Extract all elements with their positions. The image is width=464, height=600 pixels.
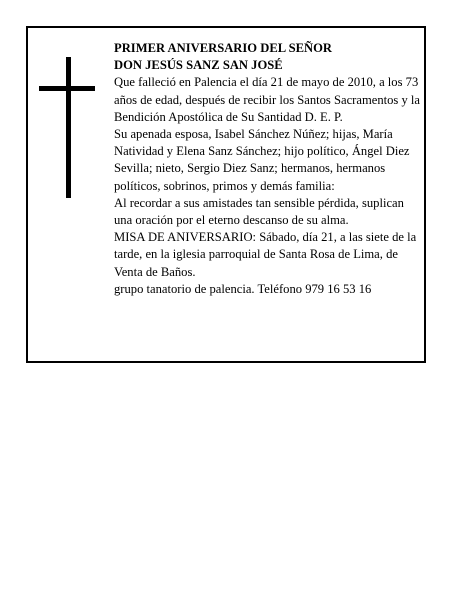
- cross-vertical-bar: [66, 57, 71, 198]
- obituary-text: [114, 40, 424, 298]
- mass-announcement-paragraph: MISA DE ANIVERSARIO: Sábado, día 21, a las siete de la tarde, en la iglesia parroquial de Santa Rosa de Lima, de Venta de Baños.: [114, 230, 417, 279]
- death-details-paragraph: Que falleció en Palencia el día 21 de mayo de 2010, a los 73 años de edad, después de recibir los Santos Sacramentos y la Bendición Apostólica de Su Santidad D. E. P.: [114, 75, 421, 124]
- notice-heading-line2: DON JESÚS SANZ SAN JOSÉ: [114, 58, 283, 73]
- cross-horizontal-bar: [39, 86, 95, 91]
- obituary-notice-frame: [26, 26, 426, 363]
- funeral-home-contact: grupo tanatorio de palencia. Teléfono 979 16 53 16: [114, 281, 372, 296]
- prayer-request-paragraph: Al recordar a sus amistades tan sensible pérdida, suplican una oración por el eterno descanso de su alma.: [114, 195, 404, 228]
- latin-cross-icon: [39, 57, 95, 198]
- family-paragraph: Su apenada esposa, Isabel Sánchez Núñez; hijas, María Natividad y Elena Sanz Sánchez; hijo político, Ángel Diez Sevilla; nieto, Sergio Diez Sanz; hermanos, hermanos políticos, sobrinos, primos y demás familia:: [114, 127, 410, 193]
- notice-heading-line1: PRIMER ANIVERSARIO DEL SEÑOR: [114, 41, 332, 55]
